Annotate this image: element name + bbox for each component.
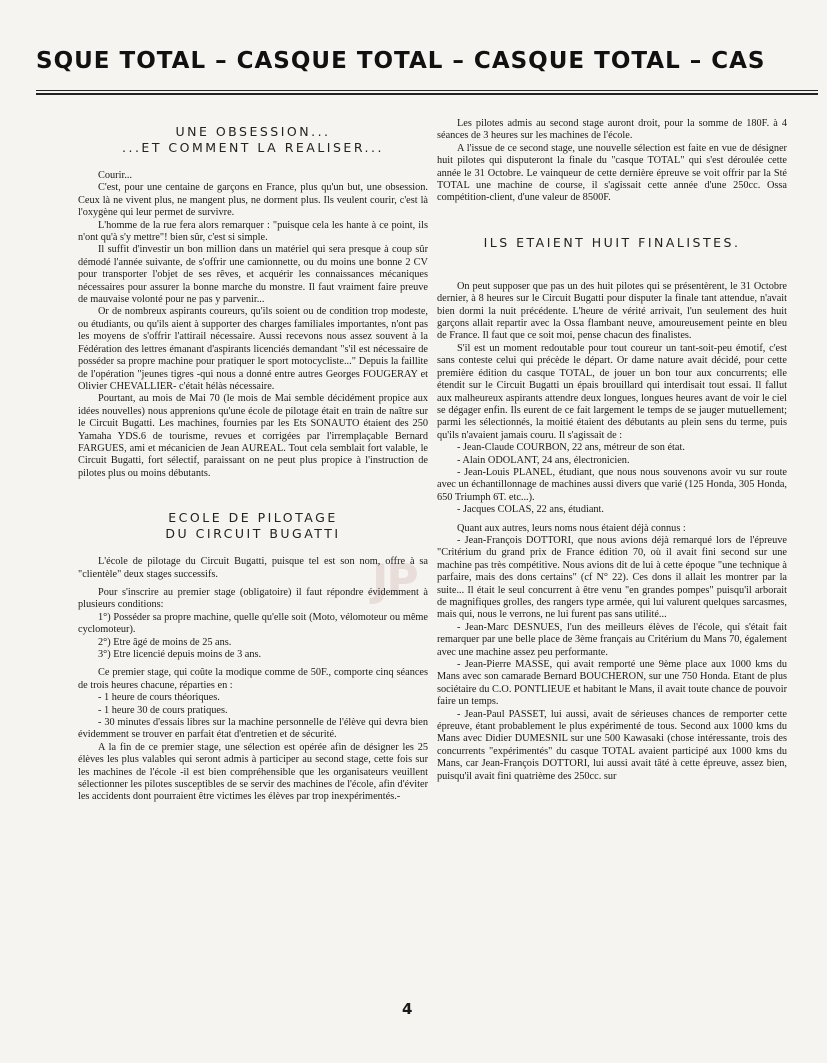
right-column	[437, 118, 787, 783]
list-item: - Jean-Louis PLANEL, étudiant, que nous nous souvenons avoir vu sur route avec un échantillonnage de machines aussi divers que varié (125 Honda, 305 Honda, 650 Triumph 6T. etc...).	[437, 466, 787, 503]
list-item: - 30 minutes d'essais libres sur la machine personnelle de l'élève qui devra bien évidemment se trouver en parfait état d'entretien et de sécurité.	[78, 717, 428, 741]
list-item: - Jean-Claude COURBON, 22 ans, métreur de son état.	[457, 442, 685, 454]
paragraph: L'école de pilotage du Circuit Bugatti, puisque tel est son nom, offre à sa "clientèle" deux stages successifs.	[78, 556, 428, 580]
paragraph: Pourtant, au mois de Mai 70 (le mois de Mai semble décidément propice aux idées nouvelles) nous apprenions qu'une école de pilotage était en train de naître sur le Circuit Bugatti. Les machines, fournies par les Ets SONAUTO étaient des 250 Yamaha YDS.6 de tourisme, revues et corrigées par l'irremplaçable Bernard FARGUES, ami et mécanicien de Jean AUREAL. Tout cela semblait fort valable, le Circuit Bugatti, fort sélectif, paraissant on ne peut plus propice à l'instruction de pilotes plus ou moins débutants.	[78, 393, 428, 479]
list-item: - Alain ODOLANT, 24 ans, électronicien.	[457, 454, 630, 466]
running-header-banner: SQUE TOTAL – CASQUE TOTAL – CASQUE TOTAL – CAS	[36, 48, 766, 74]
paragraph: A l'issue de ce second stage, une nouvelle sélection est faite en vue de désigner huit pilotes qui disputeront la finale du "casque TOTAL" qui s'est déroulée cette année le 31 Octobre. Le vainqueur de cette dernière épreuve se voit offrir par la Sté TOTAL une machine de course, il s'agissait cette année d'une 250cc. Ossa compétition-client, d'une valeur de 8500F.	[437, 142, 787, 204]
list-item: 3°) Etre licencié depuis moins de 3 ans.	[98, 649, 262, 660]
section-heading-obsession: UNE OBSESSION... ...ET COMMENT LA REALISER...	[122, 124, 384, 155]
paragraph: L'homme de la rue fera alors remarquer : "puisque cela les hante à ce point, ils n'ont qu'à s'y mettre"! bien sûr, c'est si simple.	[78, 219, 428, 244]
list-item: - Jean-Marc DESNUES, l'un des meilleurs élèves de l'école, qui s'était fait remarquer par une belle place de 3ème français au Critérium du Mans 70, également avec une machine assez peu performante.	[437, 621, 787, 658]
list-item: - Jacques COLAS, 22 ans, étudiant.	[457, 504, 604, 516]
paragraph: Courir...	[98, 170, 133, 181]
paragraph: On peut supposer que pas un des huit pilotes qui se présentèrent, le 31 Octobre dernier, à 8 heures sur le Circuit Bugatti pour disputer la finale tant attendue, n'avait bien dormi la nuit précédente. L'heure de vérité arrivait, l'un seulement des huit garçons allait repartir avec la Ossa flambant neuve, amoureusement peinte en bleu de France. Il faut que ce soit moi, pense chacun des finalistes.	[437, 280, 787, 342]
list-item: - Jean-Paul PASSET, lui aussi, avait de sérieuses chances de remporter cette épreuve, étant probablement le plus expérimenté de tous. Second aux 1000 kms du Mans avec Didier DUMESNIL sur une 500 Kawasaki (chose intéressante, trois des concurrents "expérimentés" du casque TOTAL avaient participé aux 1000 kms du Mans, car Jean-François DOTTORI, lui aussi avait tâté à cette épreuve, assez bien, puisqu'il avait fini quatrième des 250cc. sur	[437, 708, 787, 782]
header-rule-thick	[36, 93, 818, 95]
list-item: - 1 heure 30 de cours pratiques.	[98, 704, 228, 716]
watermark-logo: JP	[372, 555, 417, 606]
list-item: - 1 heure de cours théoriques.	[98, 692, 220, 704]
section-heading-finalistes: ILS ETAIENT HUIT FINALISTES.	[483, 234, 741, 250]
paragraph: Quant aux autres, leurs noms nous étaient déjà connus :	[457, 522, 686, 534]
list-item: - Jean-François DOTTORI, que nous avions déjà remarqué lors de l'épreuve "Critérium du grand prix de France édition 70, où il avait fini second sur une machine pas très compétitive. Nous avions dit de lui à cette époque "une technique à parfaire, mais des dons certains" (cf N° 22). Ces dons il allait les montrer par la suite... Il était le seul concurrent à être venu "en grandes pompes" puisqu'il arborait de magnifiques grolles, des rangers type armée, qui lui valurent quelques sarcasmes, mais qui, nous le verrons, ne lui furent pas sans utilité...	[437, 534, 787, 621]
paragraph: Ce premier stage, qui coûte la modique comme de 50F., comporte cinq séances de trois heures chacune, réparties en :	[78, 667, 428, 691]
left-column	[78, 118, 428, 804]
paragraph: Pour s'inscrire au premier stage (obligatoire) il faut répondre évidemment à plusieurs conditions:	[78, 586, 428, 611]
paragraph: S'il est un moment redoutable pour tout coureur un tant-soit-peu émotif, c'est sans conteste celui qui précède le départ. Or dame nature avait décidé, pour cette première édition du casque TOTAL, de jouer un bon tour aux concurrents; elle étendit sur le Circuit Bugatti un épais brouillard qui interdisait tout essai. Il fallut aux malheureux aspirants attendre deux longues, longues heures avant de voir le ciel se dégager enfin. Ils eurent de ce fait largement le temps de se jauger mutuellement; parmi les sélectionnés, la moitié étaient des débutants au plein sens du terme, puis qu'ils n'avaient jamais couru. Il s'agissait de :	[437, 342, 787, 441]
list-item: 2°) Etre âgé de moins de 25 ans.	[98, 636, 232, 648]
list-item: - Jean-Pierre MASSE, qui avait remporté une 9ème place aux 1000 kms du Mans avec son camarade Bernard BOUCHERON, sur une 750 Honda. Etant de plus sociétaire du C.O. PONTLIEUE et habitant le Mans, il avait toute chance de pouvoir faire un temps.	[437, 659, 787, 708]
header-rule-thin	[36, 90, 818, 91]
paragraph: Les pilotes admis au second stage auront droit, pour la somme de 180F. à 4 séances de 3 heures sur les machines de l'école.	[437, 118, 787, 142]
paragraph: Or de nombreux aspirants coureurs, qu'ils soient ou de condition trop modeste, ou étudiants, ou qu'ils aient à supporter des charges familiales importantes, n'ont pas les moyens de s'offrir l'attirail nécessaire. Aussi recevons nous assez souvent à la Fédération des lettres émanant d'aspirants licenciés demandant "s'il est nécessaire de posséder sa propre machine pour pratiquer le sport motocycliste..." Depuis la faillite de l'opération "jeunes tigres -qui nous a donné entre autres Georges FOUGERAY et Olivier CHEVALLIER- c'était hélàs nécessaire.	[78, 306, 428, 392]
section-heading-ecole: ECOLE DE PILOTAGE DU CIRCUIT BUGATTI	[165, 510, 341, 542]
paragraph: Il suffit d'investir un bon million dans un matériel qui sera presque à coup sûr démodé l'année suivante, de s'offrir une camionnette, ou du moins une bonne 2 CV pour transporter l'objet de ses rêves, et acquérir les connaissances mécaniques nécessaires pour assurer la bonne marche du monstre. Il faut vraiment faire preuve de mauvaise volonté pour ne pas y parvenir...	[78, 244, 428, 306]
paragraph: C'est, pour une centaine de garçons en France, plus qu'un but, une obsession. Ceux là ne vivent plus, ne mangent plus, ne dorment plus. Ils veulent courir, c'est là l'oxygène qui leur permet de survivre.	[78, 182, 428, 219]
list-item: 1°) Posséder sa propre machine, quelle qu'elle soit (Moto, vélomoteur ou même cyclomoteur).	[78, 611, 428, 636]
page-number: 4	[402, 1000, 413, 1018]
paragraph: A la fin de ce premier stage, une sélection est opérée afin de désigner les 25 élèves les plus valables qui seront admis à participer au second stage, cette fois sur les machines de l'école -il est bien compréhensible que les organisateurs veuillent sélectionner les pilotes susceptibles de se servir des machines de l'école, afin d'éviter les accidents dont pourraient être victimes les élèves par trop inexpérimentés.-	[78, 741, 428, 803]
